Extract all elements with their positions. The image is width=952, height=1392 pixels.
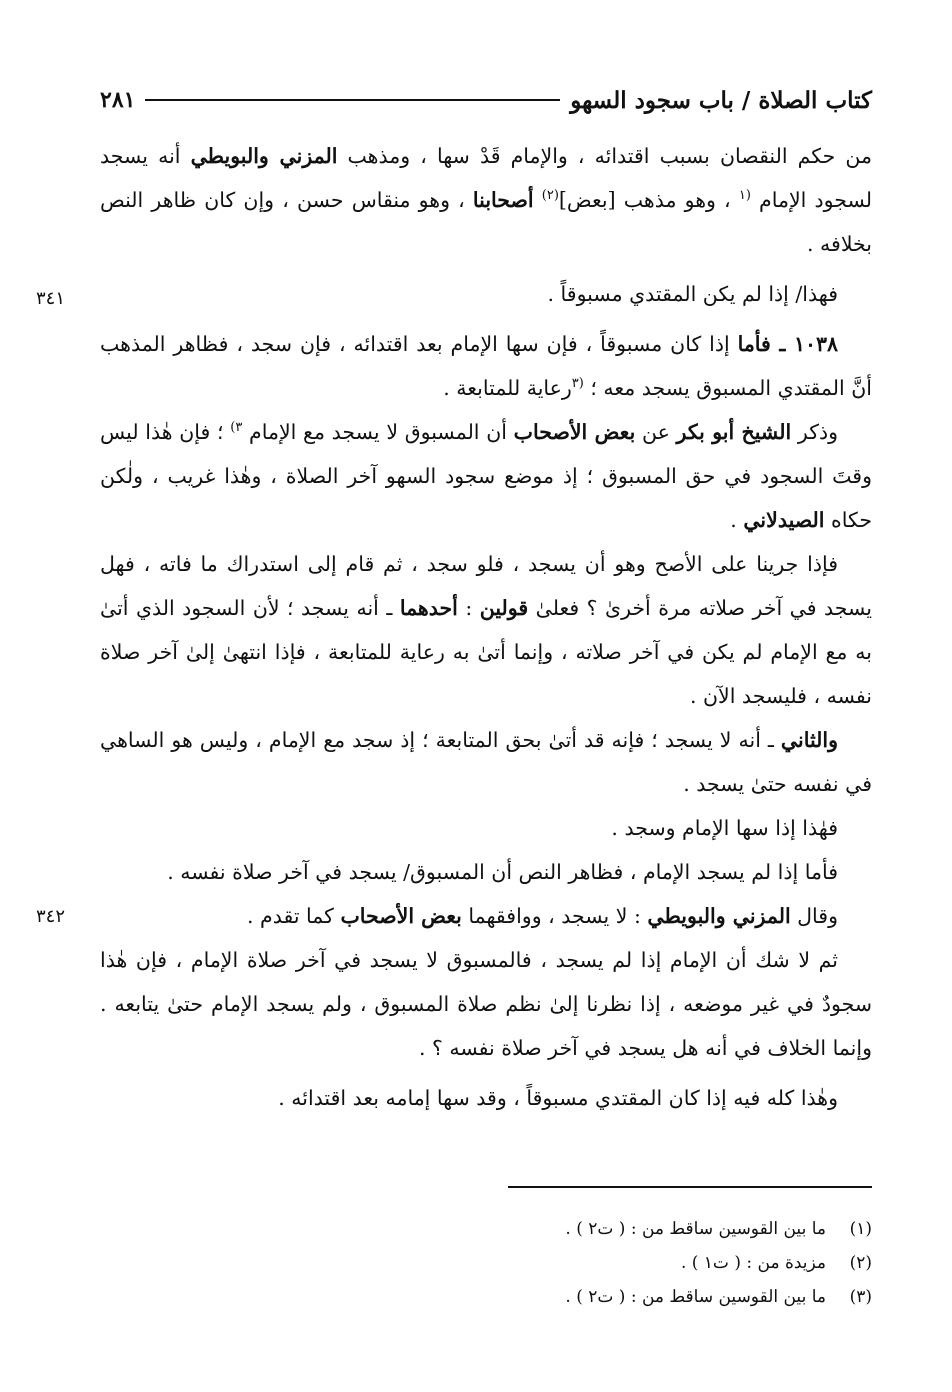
- running-header: [100, 82, 872, 118]
- paragraph: [100, 1076, 872, 1120]
- text-run: فأما إذا لم يسجد الإمام ، فظاهر النص أن المسبوق/ يسجد في آخر صلاة نفسه .: [167, 860, 838, 884]
- paragraph: [100, 322, 872, 410]
- text-run: فهذا/ إذا لم يكن المقتدي مسبوقاً .: [547, 282, 838, 306]
- text-run: ـ أنه لا يسجد ؛ فإنه قد أتىٰ بحق المتابعة ؛ إذ سجد مع الإمام ، وليس هو الساهي في نفسه حتىٰ يسجد .: [100, 728, 872, 796]
- footnote-text: ما بين القوسين ساقط من : ( ت٢ ) .: [565, 1219, 826, 1239]
- chapter-title: كتاب الصلاة / باب سجود السهو: [570, 86, 872, 114]
- text-run: عن: [635, 420, 677, 444]
- bold-term: بعض الأصحاب: [340, 904, 462, 928]
- text-run: : لا يسجد ، ووافقهما: [461, 904, 648, 928]
- footnote-marker: (١: [738, 188, 751, 204]
- main-text: [100, 134, 872, 1120]
- text-run: ؛ فإن هٰذا ليس وقتَ السجود في حق المسبوق ؛ إذ موضع سجود السهو آخر الصلاة ، وهٰذا غريب ، ولٰكن حكاه: [100, 420, 872, 532]
- text-run: فهٰذا إذا سها الإمام وسجد .: [611, 816, 838, 840]
- header-rule: [145, 99, 560, 101]
- bold-term: الشيخ أبو بكر: [676, 420, 792, 444]
- paragraph: [100, 806, 872, 850]
- margin-number: ٣٤١: [36, 288, 66, 309]
- text-run: أن المسبوق لا يسجد مع الإمام: [242, 420, 514, 444]
- text-run: من حكم النقصان بسبب اقتدائه ، والإمام قَدْ سها ، ومذهب: [337, 144, 872, 168]
- footnote-marker: ٣): [230, 420, 243, 436]
- text-run: إذا كان مسبوقاً ، فإن سها الإمام بعد اقتدائه ، فإن سجد ، فظاهر المذهب أنَّ المقتدي المسبوق يسجد معه ؛: [100, 332, 872, 400]
- paragraph: [100, 850, 872, 894]
- paragraph: [100, 938, 872, 1070]
- footnote: [372, 1246, 872, 1280]
- footnotes: [372, 1212, 872, 1314]
- text-run: فإذا جرينا على الأصح وهو أن يسجد ، فلو سجد ، ثم قام إلى استدراك ما فاته ، فهل يسجد في آخر صلاته مرة أخرىٰ ؟ فعلىٰ: [100, 552, 873, 620]
- bold-term: بعض الأصحاب: [513, 420, 636, 444]
- footnote-text: مزيدة من : ( ت١ ) .: [680, 1253, 826, 1273]
- paragraph: [100, 718, 872, 806]
- bold-term: أصحابنا: [472, 188, 534, 212]
- footnote-number: (١): [849, 1219, 872, 1239]
- text-run: أنه يسجد لسجود الإمام: [100, 144, 872, 212]
- text-run: رعاية للمتابعة .: [443, 376, 572, 400]
- bold-term: والثاني: [780, 728, 838, 752]
- bold-term: ١٠٣٨ ـ فأما: [737, 332, 838, 356]
- footnote-number: (٢): [849, 1253, 872, 1273]
- margin-number: ٣٤٢: [36, 906, 66, 927]
- footnote-marker: (٣: [571, 376, 584, 392]
- footnote-text: ما بين القوسين ساقط من : ( ت٢ ) .: [565, 1287, 826, 1307]
- bold-term: المزني والبويطي: [647, 904, 791, 928]
- text-run: :: [457, 596, 480, 620]
- footnote-separator: [508, 1186, 872, 1188]
- text-run: كما تقدم .: [246, 904, 341, 928]
- bold-term: المزني والبويطي: [190, 144, 338, 168]
- paragraph: [100, 894, 872, 938]
- footnote: [372, 1280, 872, 1314]
- bold-term: الصيدلاني: [743, 508, 825, 532]
- text-run: وذكر: [791, 420, 838, 444]
- bold-term: قولين: [479, 596, 529, 620]
- footnote-number: (٣): [849, 1287, 872, 1307]
- footnote-marker: (٢): [541, 188, 559, 204]
- paragraph: [100, 134, 872, 266]
- text-run: ثم لا شك أن الإمام إذا لم يسجد ، فالمسبوق لا يسجد في آخر صلاة الإمام ، فإن هٰذا سجودٌ في غير موضعه ، إذا نظرنا إلىٰ نظم صلاة المسبوق ، ولم يسجد الإمام حتىٰ يتابعه . وإنما الخلاف في أنه هل يسجد في آخر صلاة نفسه ؟ .: [100, 948, 872, 1060]
- footnote: [372, 1212, 872, 1246]
- paragraph: [100, 410, 872, 542]
- text-run: ـ أنه يسجد ؛ لأن السجود الذي أتىٰ به مع الإمام لم يكن في آخر صلاته ، وإنما أتىٰ به رعاية للمتابعة ، فإذا انتهىٰ إلىٰ آخر صلاة نفسه ، فليسجد الآن .: [100, 596, 872, 708]
- paragraph: [100, 542, 872, 718]
- text-run: [534, 188, 542, 212]
- page-number: ٢٨١: [100, 87, 136, 113]
- text-run: ، وهو منقاس حسن ، وإن كان ظاهر النص بخلافه .: [100, 188, 872, 256]
- text-run: .: [730, 508, 744, 532]
- text-run: ، وهو مذهب [بعض]: [558, 188, 739, 212]
- text-run: وهٰذا كله فيه إذا كان المقتدي مسبوقاً ، وقد سها إمامه بعد اقتدائه .: [278, 1086, 838, 1110]
- text-run: وقال: [790, 904, 838, 928]
- paragraph: [100, 272, 872, 316]
- bold-term: أحدهما: [399, 596, 458, 620]
